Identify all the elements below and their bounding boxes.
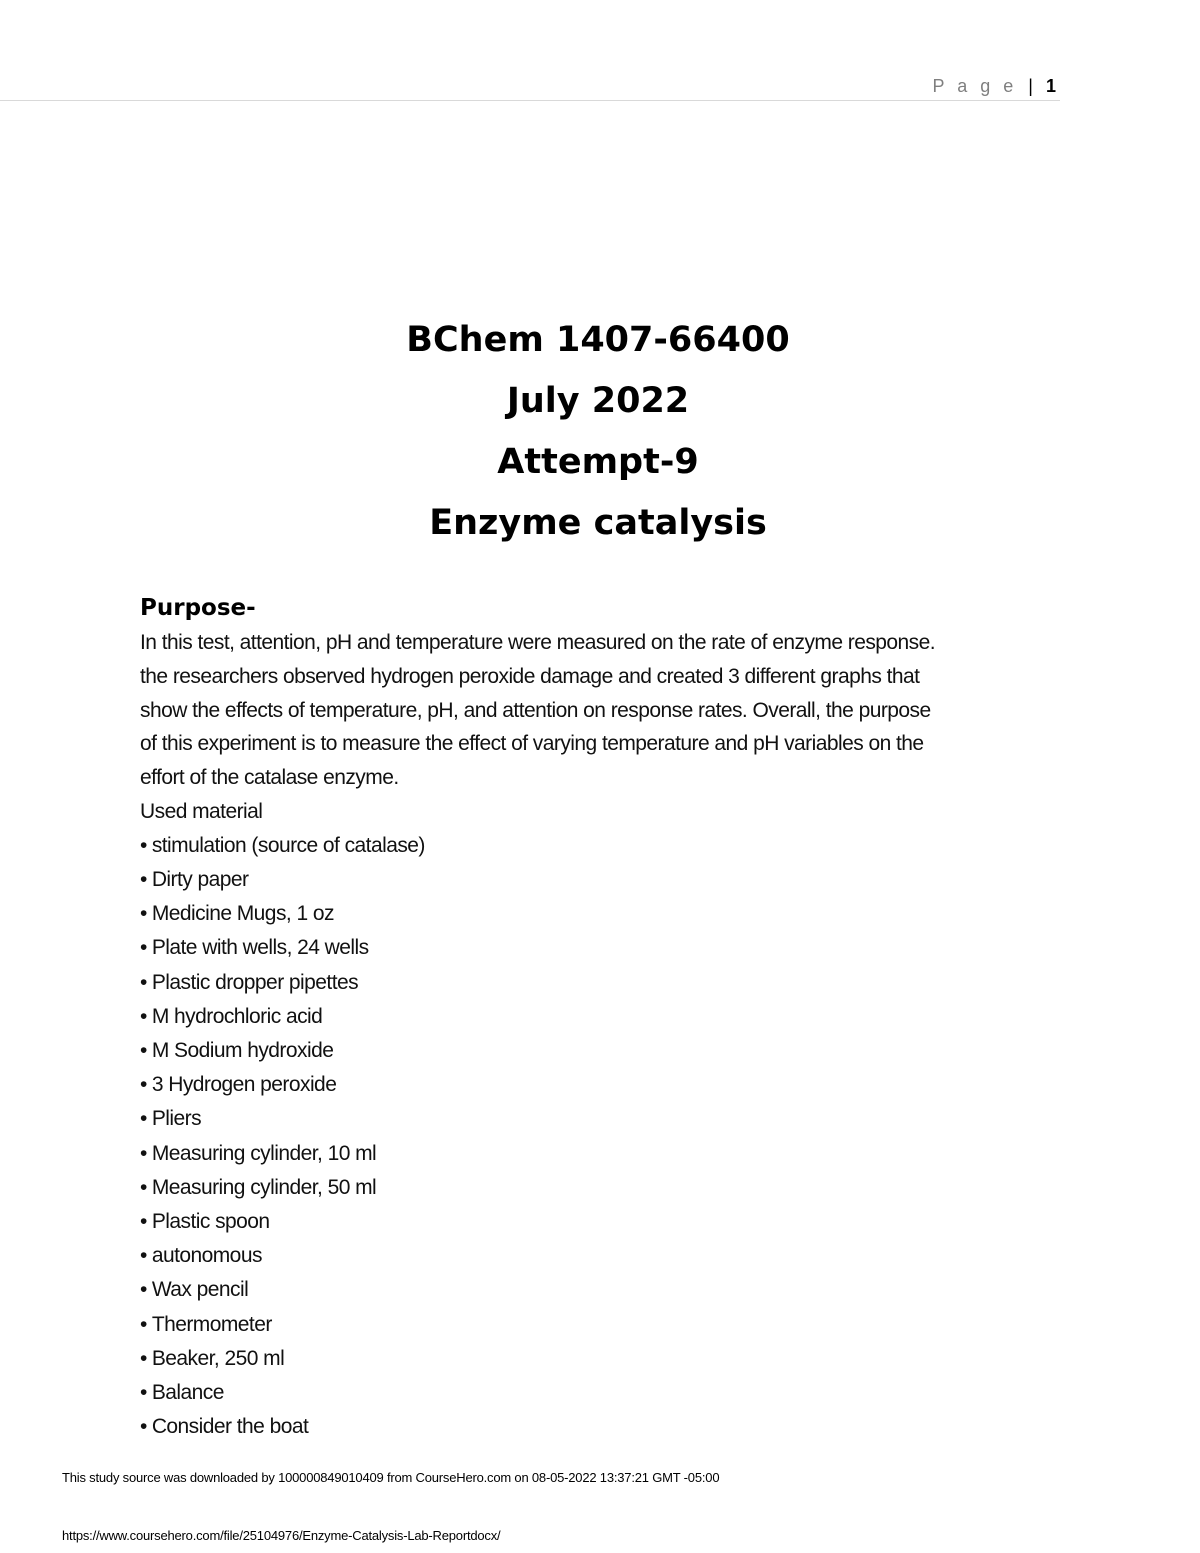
purpose-line: In this test, attention, pH and temperature were measured on the rate of enzyme response. — [140, 631, 936, 654]
list-item — [140, 1171, 1070, 1205]
list-item — [140, 1034, 1070, 1068]
material-label: Plastic dropper pipettes — [151, 970, 359, 994]
bullet-icon: • — [140, 1039, 147, 1062]
list-item — [140, 897, 1070, 931]
purpose-line: of this experiment is to measure the effect of varying temperature and pH variables on the — [140, 732, 924, 756]
bullet-icon: • — [140, 902, 147, 926]
material-label: Consider the boat — [151, 1415, 309, 1439]
bullet-icon: • — [140, 1175, 147, 1199]
bullet-icon: • — [140, 936, 147, 960]
bullet-icon: • — [140, 867, 147, 891]
list-item — [140, 1273, 1070, 1307]
list-item — [140, 1205, 1070, 1239]
date-title: July 2022 — [506, 381, 690, 421]
purpose-line: the researchers observed hydrogen peroxide damage and created 3 different graphs that — [140, 664, 920, 688]
list-item — [140, 966, 1070, 1000]
list-item — [140, 1308, 1070, 1342]
bullet-icon: • — [140, 1278, 147, 1302]
material-label: Beaker, 250 ml — [151, 1346, 285, 1370]
material-label: Medicine Mugs, 1 oz — [151, 902, 334, 926]
material-label: autonomous — [151, 1244, 262, 1268]
bullet-icon: • — [140, 1244, 147, 1268]
purpose-line: show the effects of temperature, pH, and attention on response rates. Overall, the purpose — [140, 698, 931, 722]
course-title: BChem 1407-66400 — [406, 320, 790, 360]
list-item — [140, 1410, 1070, 1444]
list-item — [140, 1376, 1070, 1410]
list-item — [140, 1000, 1070, 1034]
purpose-paragraph — [140, 626, 1070, 795]
material-label: 3 Hydrogen peroxide — [151, 1073, 337, 1097]
source-url-link[interactable]: https://www.coursehero.com/file/25104976/Enzyme-Catalysis-Lab-Reportdocx/ — [62, 1528, 501, 1543]
bullet-icon: • — [140, 1073, 147, 1097]
list-item — [140, 1239, 1070, 1273]
material-label: Plate with wells, 24 wells — [151, 936, 369, 960]
material-label: Wax pencil — [151, 1278, 249, 1302]
purpose-line: effort of the catalase enzyme. — [140, 766, 399, 790]
list-item — [140, 1137, 1070, 1171]
material-label: Plastic spoon — [151, 1210, 270, 1234]
list-item — [140, 863, 1070, 897]
download-notice: This study source was downloaded by 100000849010409 from CourseHero.com on 08-05-2022 13:37:21 GMT -05:00 — [62, 1470, 720, 1485]
title-block — [0, 310, 1196, 554]
page-label: P a g e — [932, 76, 1018, 96]
page-separator: | — [1028, 76, 1033, 96]
material-label: Thermometer — [151, 1312, 272, 1336]
purpose-section — [140, 590, 1070, 1444]
bullet-icon: • — [140, 1312, 147, 1336]
attempt-title: Attempt-9 — [497, 442, 699, 482]
material-label: M hydrochloric acid — [151, 1004, 323, 1028]
bullet-icon: • — [140, 1107, 147, 1131]
list-item — [140, 829, 1070, 863]
material-label: M Sodium hydroxide — [151, 1039, 334, 1062]
page-number-value: 1 — [1045, 76, 1056, 96]
purpose-heading: Purpose- — [140, 595, 256, 621]
topic-title: Enzyme catalysis — [429, 503, 767, 543]
list-item — [140, 1068, 1070, 1102]
bullet-icon: • — [140, 970, 147, 994]
page-header — [0, 70, 1060, 101]
bullet-icon: • — [140, 1004, 147, 1028]
page-number — [933, 76, 1056, 97]
list-item — [140, 1342, 1070, 1376]
material-label: Measuring cylinder, 50 ml — [151, 1175, 377, 1199]
list-item — [140, 931, 1070, 965]
bullet-icon: • — [140, 1141, 147, 1165]
list-item — [140, 1102, 1070, 1136]
materials-list — [140, 829, 1070, 1445]
material-label: Measuring cylinder, 10 ml — [151, 1141, 377, 1165]
bullet-icon: • — [140, 833, 147, 857]
bullet-icon: • — [140, 1415, 147, 1439]
material-label: Balance — [151, 1381, 224, 1405]
bullet-icon: • — [140, 1346, 147, 1370]
bullet-icon: • — [140, 1210, 147, 1234]
bullet-icon: • — [140, 1381, 147, 1405]
material-label: Pliers — [151, 1107, 202, 1131]
material-label: stimulation (source of catalase) — [151, 833, 425, 857]
material-label: Dirty paper — [151, 867, 249, 891]
materials-heading: Used material — [140, 799, 263, 823]
